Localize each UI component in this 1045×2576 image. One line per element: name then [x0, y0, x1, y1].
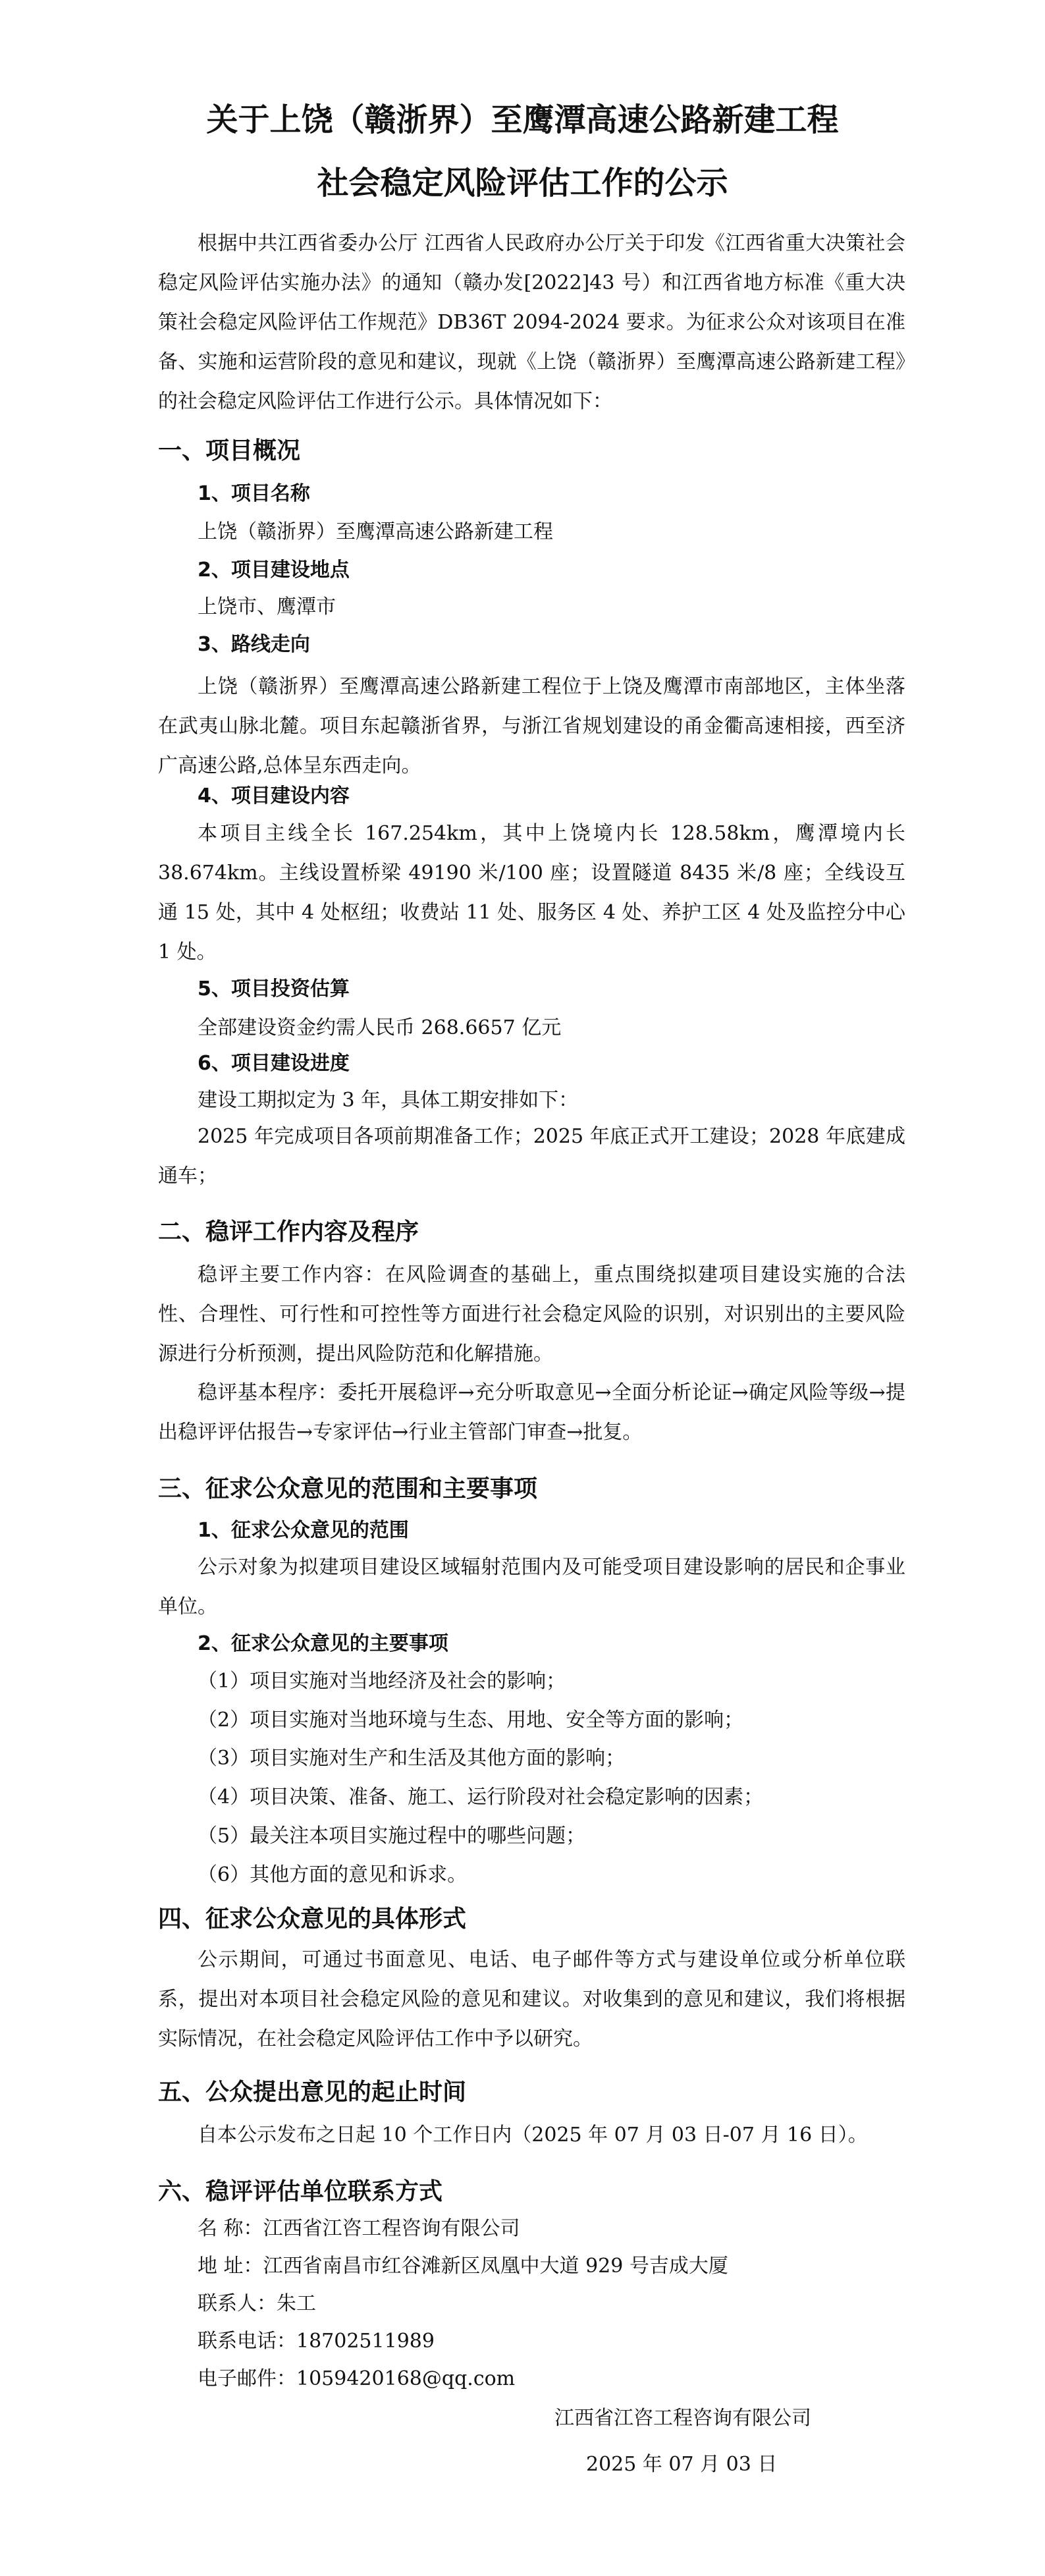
project-location-heading: 2、项目建设地点 [198, 559, 350, 582]
opinion-matter-item: （5）最关注本项目实施过程中的哪些问题； [198, 1824, 586, 1848]
opinion-matter-item: （2）项目实施对当地环境与生态、用地、安全等方面的影响； [198, 1709, 744, 1732]
opinion-period-paragraph: 自本公示发布之日起 10 个工作日内（2025 年 07 月 03 日-07 月 16 日）。 [198, 2124, 868, 2147]
route-paragraph: 上饶（赣浙界）至鹰潭高速公路新建工程位于上饶及鹰潭市南部地区，主体坐落在武夷山脉北麓。项目东起赣浙省界，与浙江省规划建设的甬金衢高速相接，西至济广高速公路,总体呈东西走向。 [158, 675, 905, 777]
schedule-text-1: 建设工期拟定为 3 年，具体工期安排如下： [198, 1089, 579, 1112]
section-1-heading: 一、项目概况 [158, 437, 301, 464]
investment-heading: 5、项目投资估算 [198, 977, 350, 1000]
contact-address: 地 址：江西省南昌市红谷滩新区凤凰中大道 929 号吉成大厦 [198, 2255, 728, 2278]
project-location-text: 上饶市、鹰潭市 [198, 595, 336, 618]
project-name-text: 上饶（赣浙界）至鹰潭高速公路新建工程 [198, 520, 553, 543]
contact-person: 联系人：朱工 [198, 2292, 316, 2315]
opinion-scope-heading: 1、征求公众意见的范围 [198, 1519, 409, 1542]
section-4-heading: 四、征求公众意见的具体形式 [158, 1905, 467, 1932]
opinion-matter-item: （4）项目决策、准备、施工、运行阶段对社会稳定影响的因素； [198, 1786, 764, 1809]
opinion-matter-item: （6）其他方面的意见和诉求。 [198, 1863, 468, 1886]
section-2-heading: 二、稳评工作内容及程序 [158, 1219, 419, 1246]
section-3-heading: 三、征求公众意见的范围和主要事项 [158, 1475, 538, 1502]
opinion-form-paragraph: 公示期间，可通过书面意见、电话、电子邮件等方式与建设单位或分析单位联系，提出对本项目社会稳定风险的意见和建议。对收集到的意见和建议，我们将根据实际情况，在社会稳定风险评估工作中予以研究。 [158, 1948, 905, 2050]
construction-content-heading: 4、项目建设内容 [198, 784, 350, 808]
contact-email: 电子邮件：1059420168@qq.com [198, 2367, 516, 2390]
opinion-matter-item: （1）项目实施对当地经济及社会的影响； [198, 1670, 566, 1693]
signature-organization: 江西省江咨工程咨询有限公司 [554, 2407, 811, 2430]
investment-text: 全部建设资金约需人民币 268.6657 亿元 [198, 1016, 562, 1039]
schedule-text-2: 2025 年完成项目各项前期准备工作；2025 年底正式开工建设；2028 年底建成通车； [158, 1125, 905, 1188]
document-title-line-2: 社会稳定风险评估工作的公示 [317, 165, 728, 202]
project-name-heading: 1、项目名称 [198, 482, 310, 505]
contact-company-name: 名 称：江西省江咨工程咨询有限公司 [198, 2217, 520, 2240]
evaluation-procedure-paragraph: 稳评基本程序：委托开展稳评→充分听取意见→全面分析论证→确定风险等级→提出稳评评估报告→专家评估→行业主管部门审查→批复。 [158, 1381, 905, 1444]
evaluation-content-paragraph: 稳评主要工作内容：在风险调查的基础上，重点围绕拟建项目建设实施的合法性、合理性、可行性和可控性等方面进行社会稳定风险的识别，对识别出的主要风险源进行分析预测，提出风险防范和化解措施。 [158, 1263, 905, 1365]
contact-phone: 联系电话：18702511989 [198, 2330, 435, 2353]
opinion-matter-item: （3）项目实施对生产和生活及其他方面的影响； [198, 1747, 626, 1770]
route-heading: 3、路线走向 [198, 633, 310, 656]
construction-content-paragraph: 本项目主线全长 167.254km，其中上饶境内长 128.58km，鹰潭境内长 38.674km。主线设置桥梁 49190 米/100 座；设置隧道 8435 米/8 座；全线设互通 15 处，其中 4 处枢纽；收费站 11 处、服务区 4 处、养护工区 4 处及监控分中心 1 处。 [158, 822, 905, 964]
signature-date: 2025 年 07 月 03 日 [586, 2453, 778, 2476]
opinion-matters-heading: 2、征求公众意见的主要事项 [198, 1632, 448, 1655]
intro-paragraph: 根据中共江西省委办公厅 江西省人民政府办公厅关于印发《江西省重大决策社会稳定风险评估实施办法》的通知（赣办发[2022]43 号）和江西省地方标准《重大决策社会稳定风险评估工作规范》DB36T 2094-2024 要求。为征求公众对该项目在准备、实施和运营阶段的意见和建议，现就《上饶（赣浙界）至鹰潭高速公路新建工程》的社会稳定风险评估工作进行公示。具体情况如下： [158, 232, 905, 413]
section-5-heading: 五、公众提出意见的起止时间 [158, 2079, 467, 2106]
section-6-heading: 六、稳评评估单位联系方式 [158, 2178, 443, 2205]
opinion-scope-paragraph: 公示对象为拟建项目建设区域辐射范围内及可能受项目建设影响的居民和企事业单位。 [158, 1556, 905, 1618]
schedule-heading: 6、项目建设进度 [198, 1052, 350, 1075]
document-title-line-1: 关于上饶（赣浙界）至鹰潭高速公路新建工程 [206, 101, 839, 138]
